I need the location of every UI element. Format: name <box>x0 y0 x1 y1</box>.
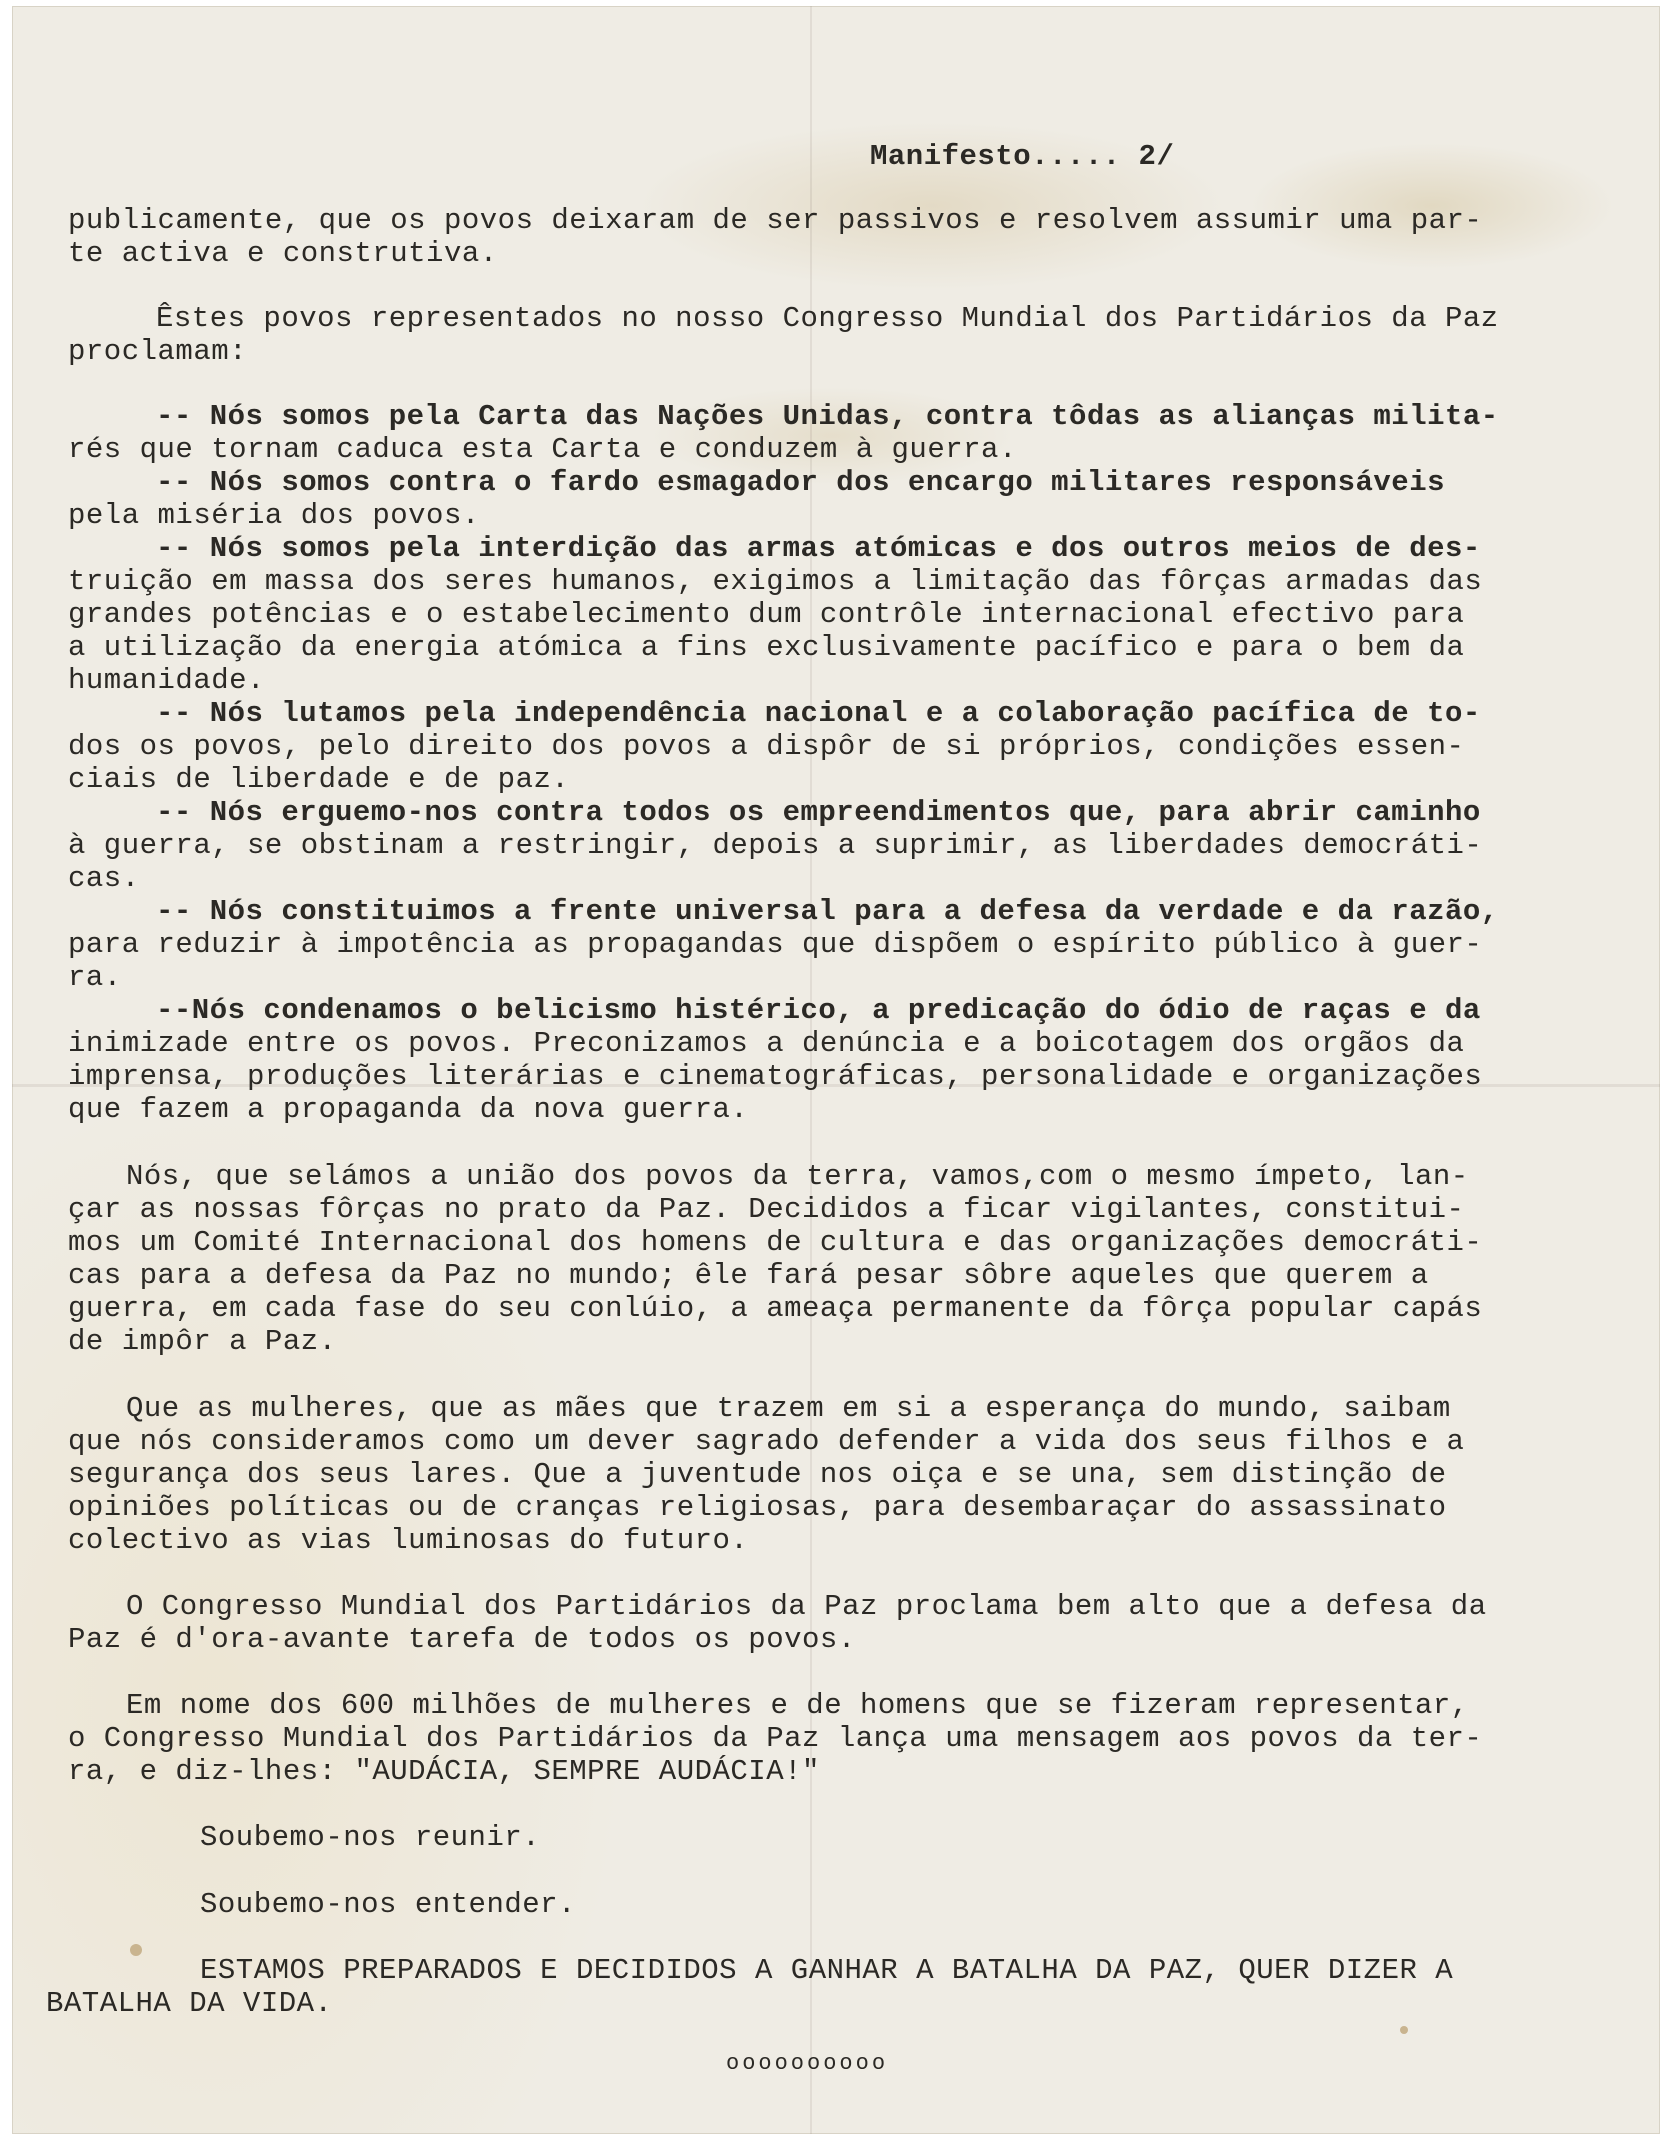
text-line: à guerra, se obstinam a restringir, depois a suprimir, as liberdades democráti- <box>68 829 1483 862</box>
text-line: Que as mulheres, que as mães que trazem em si a esperança do mundo, saibam <box>126 1392 1451 1425</box>
text-line: segurança dos seus lares. Que a juventude nos oiça e se una, sem distinção de <box>68 1458 1447 1491</box>
text-line: cas para a defesa da Paz no mundo; êle fará pesar sôbre aqueles que querem a <box>68 1259 1429 1292</box>
text-line: imprensa, produções literárias e cinematográficas, personalidade e organizações <box>68 1060 1483 1093</box>
text-line: ESTAMOS PREPARADOS E DECIDIDOS A GANHAR A BATALHA DA PAZ, QUER DIZER A <box>200 1954 1454 1987</box>
text-line: Soubemo-nos entender. <box>200 1888 576 1921</box>
text-line: mos um Comité Internacional dos homens de cultura e das organizações democráti- <box>68 1226 1483 1259</box>
text-line: cas. <box>68 862 140 895</box>
text-line: colectivo as vias luminosas do futuro. <box>68 1524 749 1557</box>
page-header: Manifesto..... 2/ <box>870 140 1175 173</box>
text-line: de impôr a Paz. <box>68 1325 337 1358</box>
stain-mark <box>1400 2026 1408 2034</box>
text-line: proclamam: <box>68 335 248 368</box>
text-line: dos os povos, pelo direito dos povos a dispôr de si próprios, condições essen- <box>68 730 1465 763</box>
text-line: -- Nós erguemo-nos contra todos os empreendimentos que, para abrir caminho <box>156 796 1481 829</box>
text-line: inimizade entre os povos. Preconizamos a denúncia e a boicotagem dos orgãos da <box>68 1027 1465 1060</box>
text-line: que fazem a propaganda da nova guerra. <box>68 1093 749 1126</box>
text-line: grandes potências e o estabelecimento dum contrôle internacional efectivo para <box>68 598 1465 631</box>
text-line: a utilização da energia atómica a fins exclusivamente pacífico e para o bem da <box>68 631 1465 664</box>
text-line: guerra, em cada fase do seu conlúio, a ameaça permanente da fôrça popular capás <box>68 1292 1483 1325</box>
text-line: ra, e diz-lhes: "AUDÁCIA, SEMPRE AUDÁCIA!" <box>68 1755 820 1788</box>
typewritten-page <box>12 6 1660 2134</box>
stain-mark <box>130 1944 142 1956</box>
text-line: para reduzir à impotência as propagandas que dispõem o espírito público à guer- <box>68 928 1483 961</box>
text-line: BATALHA DA VIDA. <box>46 1987 333 2020</box>
text-line: ra. <box>68 961 122 994</box>
text-line: que nós consideramos como um dever sagrado defender a vida dos seus filhos e a <box>68 1425 1465 1458</box>
text-line: Em nome dos 600 milhões de mulheres e de homens que se fizeram representar, <box>126 1689 1469 1722</box>
text-line: Êstes povos representados no nosso Congresso Mundial dos Partidários da Paz <box>156 302 1499 335</box>
text-line: te activa e construtiva. <box>68 237 498 270</box>
text-line: opiniões políticas ou de cranças religiosas, para desembaraçar do assassinato <box>68 1491 1447 1524</box>
text-line: -- Nós lutamos pela independência nacional e a colaboração pacífica de to- <box>156 697 1481 730</box>
text-line: humanidade. <box>68 664 265 697</box>
footer-ornament: oooooooooo <box>726 2051 889 2076</box>
text-line: -- Nós somos pela Carta das Nações Unidas, contra tôdas as alianças milita- <box>156 400 1499 433</box>
text-line: çar as nossas fôrças no prato da Paz. Decididos a ficar vigilantes, constitui- <box>68 1193 1465 1226</box>
text-line: o Congresso Mundial dos Partidários da Paz lança uma mensagem aos povos da ter- <box>68 1722 1483 1755</box>
text-line: -- Nós constituimos a frente universal para a defesa da verdade e da razão, <box>156 895 1499 928</box>
text-line: -- Nós somos pela interdição das armas atómicas e dos outros meios de des- <box>156 532 1481 565</box>
text-line: rés que tornam caduca esta Carta e conduzem à guerra. <box>68 433 1017 466</box>
text-line: Nós, que selámos a união dos povos da terra, vamos,com o mesmo ímpeto, lan- <box>126 1160 1469 1193</box>
text-line: Soubemo-nos reunir. <box>200 1821 541 1854</box>
text-line: O Congresso Mundial dos Partidários da Paz proclama bem alto que a defesa da <box>126 1590 1487 1623</box>
text-line: truição em massa dos seres humanos, exigimos a limitação das fôrças armadas das <box>68 565 1483 598</box>
text-line: --Nós condenamos o belicismo histérico, a predicação do ódio de raças e da <box>156 994 1481 1027</box>
text-line: ciais de liberdade e de paz. <box>68 763 570 796</box>
text-line: pela miséria dos povos. <box>68 499 480 532</box>
text-line: Paz é d'ora-avante tarefa de todos os povos. <box>68 1623 856 1656</box>
text-line: publicamente, que os povos deixaram de ser passivos e resolvem assumir uma par- <box>68 204 1483 237</box>
text-line: -- Nós somos contra o fardo esmagador dos encargo militares responsáveis <box>156 466 1446 499</box>
